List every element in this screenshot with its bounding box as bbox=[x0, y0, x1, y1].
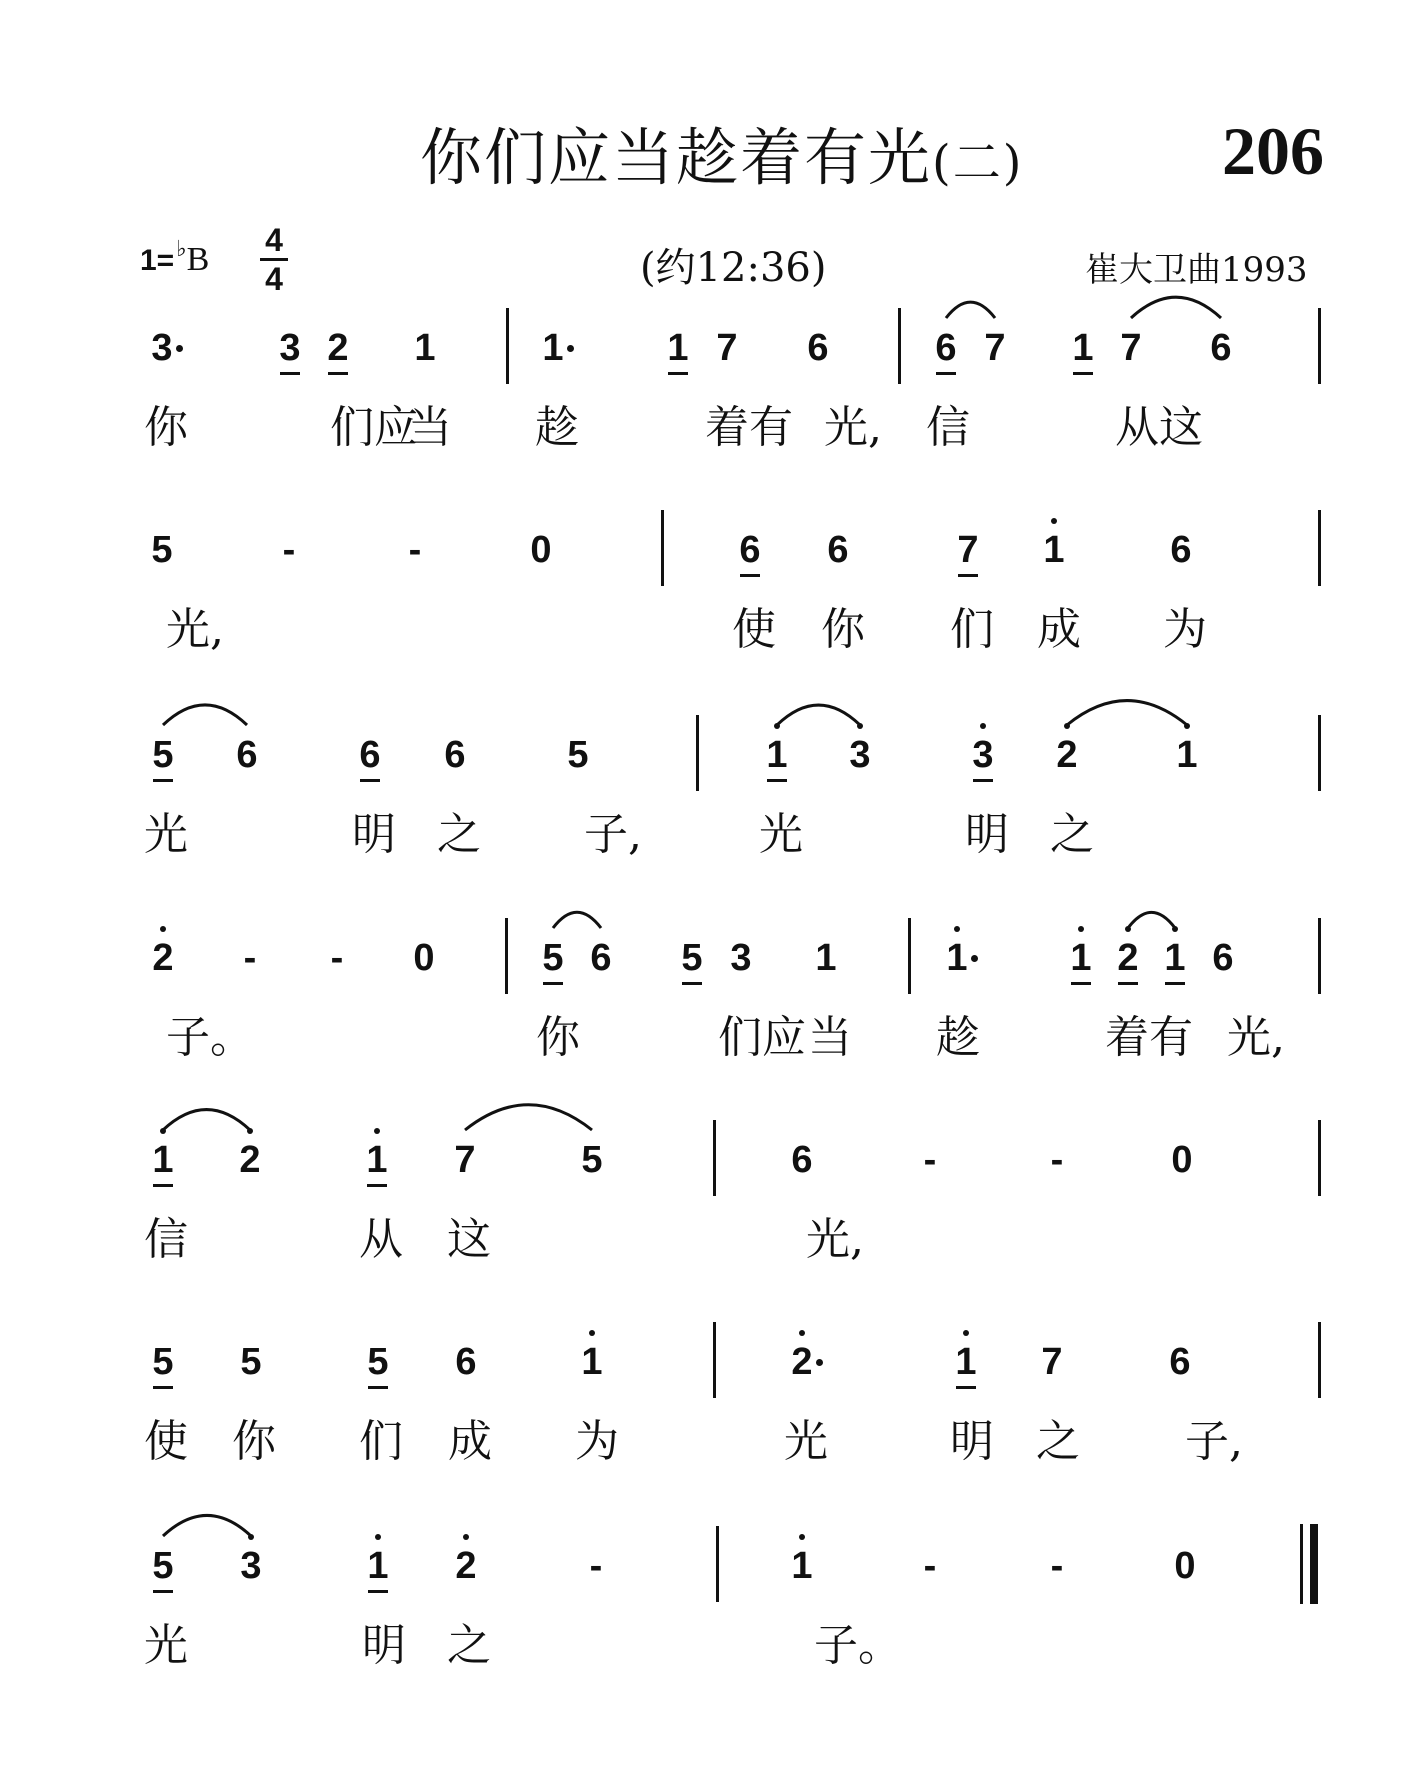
note-digit: 1 bbox=[152, 1139, 174, 1181]
note-digit: 1 bbox=[366, 1139, 388, 1181]
note-digit: 5 bbox=[681, 937, 703, 979]
lyric: 当 bbox=[408, 402, 452, 453]
lyric: 趁 bbox=[936, 1012, 980, 1063]
note-digit: - bbox=[923, 1139, 937, 1181]
composer-credit: 崔大卫曲1993 bbox=[1085, 250, 1308, 290]
note-digit: 1 bbox=[946, 937, 968, 979]
note-digit: 1 bbox=[1072, 327, 1094, 369]
note-digit: 0 bbox=[413, 937, 435, 979]
note-digit: 3 bbox=[240, 1545, 262, 1587]
note-digit: 2 bbox=[239, 1139, 261, 1181]
key-signature: 1=♭B bbox=[140, 236, 210, 278]
lyric: 为 bbox=[575, 1416, 619, 1467]
note-digit: 7 bbox=[1120, 327, 1142, 369]
note-digit: 5 bbox=[152, 734, 174, 776]
lyric: 们应 bbox=[330, 402, 418, 453]
lyric: 从这 bbox=[1115, 402, 1203, 453]
note-digit: 2 bbox=[455, 1545, 477, 1587]
note-digit: 6 bbox=[236, 734, 258, 776]
note-digit: 6 bbox=[827, 529, 849, 571]
note-digit: - bbox=[282, 529, 296, 571]
slur bbox=[777, 705, 860, 725]
lyric: 之 bbox=[1050, 809, 1094, 860]
lyric: 子, bbox=[1185, 1416, 1243, 1467]
note-digit: 5 bbox=[152, 1341, 174, 1383]
note-digit: 1 bbox=[542, 327, 564, 369]
note-digit: 1 bbox=[667, 327, 689, 369]
lyric: 当 bbox=[808, 1012, 852, 1063]
note-digit: 2 bbox=[1117, 937, 1139, 979]
note-digit: 6 bbox=[359, 734, 381, 776]
note-digit: 7 bbox=[957, 529, 979, 571]
lyric: 着有 bbox=[705, 402, 793, 453]
lyric: 们应 bbox=[718, 1012, 806, 1063]
note-digit: - bbox=[589, 1545, 603, 1587]
lyric: 你 bbox=[232, 1416, 276, 1467]
note-digit: 6 bbox=[1170, 529, 1192, 571]
note-digit: 1 bbox=[1070, 937, 1092, 979]
scripture-reference: (约12:36) bbox=[640, 245, 827, 291]
flat-icon: ♭ bbox=[176, 236, 187, 261]
note-digit: 7 bbox=[1041, 1341, 1063, 1383]
song-title-parenthetical: (二) bbox=[932, 135, 1024, 191]
note-digit: 6 bbox=[935, 327, 957, 369]
note-digit: 7 bbox=[984, 327, 1006, 369]
lyric: 光 bbox=[759, 809, 803, 860]
lyric: 之 bbox=[447, 1620, 491, 1671]
lyric: 信 bbox=[144, 1214, 188, 1265]
note-digit: 1 bbox=[815, 937, 837, 979]
note-digit: 5 bbox=[581, 1139, 603, 1181]
time-signature-bottom: 4 bbox=[265, 261, 283, 297]
note-digit: 6 bbox=[807, 327, 829, 369]
note-digit: - bbox=[923, 1545, 937, 1587]
note-digit: 5 bbox=[567, 734, 589, 776]
note-digit: 1 bbox=[1176, 734, 1198, 776]
slur bbox=[1131, 297, 1221, 318]
note-digit: 1 bbox=[581, 1341, 603, 1383]
lyric: 子。 bbox=[166, 1012, 254, 1063]
note-digit: 5 bbox=[240, 1341, 262, 1383]
note-digit: 7 bbox=[454, 1139, 476, 1181]
slur bbox=[1067, 701, 1187, 725]
lyric: 明 bbox=[352, 809, 396, 860]
note-digit: 5 bbox=[367, 1341, 389, 1383]
lyric: 光 bbox=[144, 809, 188, 860]
lyric: 之 bbox=[437, 809, 481, 860]
lyric: 成 bbox=[448, 1416, 492, 1467]
lyric: 从 bbox=[359, 1214, 403, 1265]
key-letter: B bbox=[186, 241, 210, 278]
lyric: 使 bbox=[732, 604, 776, 655]
slur bbox=[553, 912, 601, 928]
slur bbox=[1128, 912, 1175, 928]
lyric: 们 bbox=[359, 1416, 403, 1467]
note-digit: 6 bbox=[455, 1341, 477, 1383]
note-digit: 6 bbox=[444, 734, 466, 776]
note-digit: 6 bbox=[739, 529, 761, 571]
note-digit: - bbox=[408, 529, 422, 571]
lyric: 光, bbox=[806, 1214, 864, 1265]
slur bbox=[163, 705, 247, 725]
lyric: 明 bbox=[362, 1620, 406, 1671]
note-digit: 1 bbox=[791, 1545, 813, 1587]
note-digit: 1 bbox=[955, 1341, 977, 1383]
lyric: 你 bbox=[144, 402, 188, 453]
note-digit: 0 bbox=[1171, 1139, 1193, 1181]
note-digit: 2 bbox=[152, 937, 174, 979]
lyric: 子。 bbox=[814, 1620, 902, 1671]
note-digit: 1 bbox=[367, 1545, 389, 1587]
note-digit: 1 bbox=[1043, 529, 1065, 571]
hymn-number: 206 bbox=[1222, 113, 1324, 189]
slur bbox=[163, 1515, 251, 1536]
lyric: 光, bbox=[166, 604, 224, 655]
lyric: 子, bbox=[584, 809, 642, 860]
note-digit: 2 bbox=[327, 327, 349, 369]
slur bbox=[946, 302, 995, 318]
note-digit: 6 bbox=[1212, 937, 1234, 979]
note-digit: 0 bbox=[1174, 1545, 1196, 1587]
note-digit: 3 bbox=[972, 734, 994, 776]
note-digit: 3 bbox=[279, 327, 301, 369]
note-digit: 5 bbox=[152, 1545, 174, 1587]
lyric: 明 bbox=[965, 809, 1009, 860]
lyric: 为 bbox=[1163, 604, 1207, 655]
lyric: 光 bbox=[784, 1416, 828, 1467]
note-digit: 1 bbox=[1164, 937, 1186, 979]
lyric: 信 bbox=[926, 402, 970, 453]
lyric: 这 bbox=[447, 1214, 491, 1265]
note-digit: - bbox=[1050, 1545, 1064, 1587]
lyric: 光 bbox=[144, 1620, 188, 1671]
note-digit: 1 bbox=[414, 327, 436, 369]
song-title: 你们应当趁着有光(二) bbox=[420, 121, 1024, 194]
note-digit: - bbox=[1050, 1139, 1064, 1181]
lyric: 趁 bbox=[535, 402, 579, 453]
note-digit: 3 bbox=[151, 327, 173, 369]
lyric: 着有 bbox=[1105, 1012, 1193, 1063]
note-digit: 2 bbox=[791, 1341, 813, 1383]
lyric: 使 bbox=[144, 1416, 188, 1467]
note-digit: - bbox=[243, 937, 257, 979]
lyric: 光, bbox=[1227, 1012, 1285, 1063]
lyric: 们 bbox=[950, 604, 994, 655]
slur bbox=[163, 1110, 250, 1130]
note-digit: 3 bbox=[849, 734, 871, 776]
lyric: 你 bbox=[821, 604, 865, 655]
lyric: 光, bbox=[824, 402, 882, 453]
lyric: 明 bbox=[950, 1416, 994, 1467]
note-digit: 5 bbox=[151, 529, 173, 571]
lyric: 之 bbox=[1036, 1416, 1080, 1467]
note-digit: 6 bbox=[791, 1139, 813, 1181]
note-digit: - bbox=[330, 937, 344, 979]
slur bbox=[465, 1105, 592, 1130]
note-digit: 2 bbox=[1056, 734, 1078, 776]
note-digit: 6 bbox=[1210, 327, 1232, 369]
note-digit: 3 bbox=[730, 937, 752, 979]
note-digit: 7 bbox=[716, 327, 738, 369]
lyric: 你 bbox=[536, 1012, 580, 1063]
note-digit: 6 bbox=[590, 937, 612, 979]
lyric: 成 bbox=[1037, 604, 1081, 655]
time-signature-top: 4 bbox=[265, 222, 283, 258]
note-digit: 6 bbox=[1169, 1341, 1191, 1383]
note-digit: 0 bbox=[530, 529, 552, 571]
note-digit: 5 bbox=[542, 937, 564, 979]
note-digit: 1 bbox=[766, 734, 788, 776]
